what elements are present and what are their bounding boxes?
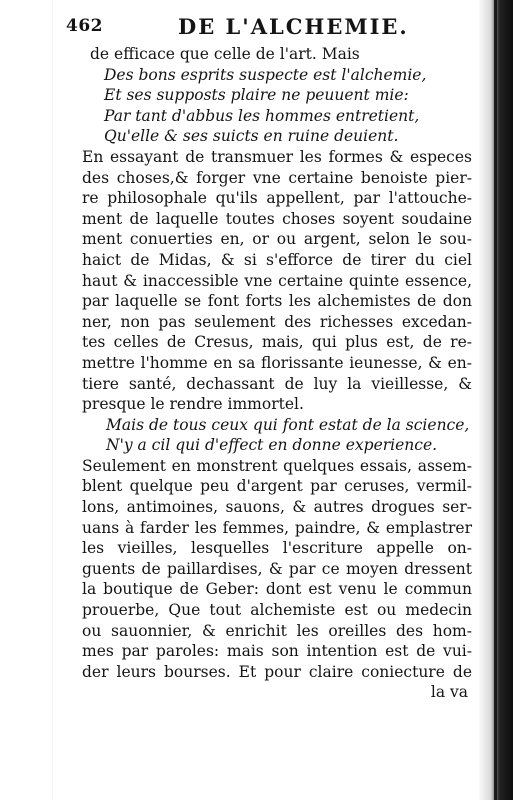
text-line: ou sauonnier, & enrichit les oreilles des hom-: [82, 621, 472, 640]
book-spine-line: [494, 0, 497, 800]
verse-line: Et ses supposts plaire ne peuuent mie:: [104, 86, 409, 105]
text-line: ment de laquelle toutes choses soyent soudaine: [82, 209, 472, 228]
verse-line: Des bons esprits suspecte est l'alchemie,: [104, 65, 427, 84]
page-header: [66, 16, 486, 42]
text-line: guents de paillardises, & par ce moyen dressent: [82, 559, 472, 578]
page-edge: [52, 0, 53, 800]
text-line: mettre l'homme en sa florissante ieunesse, & en-: [82, 353, 472, 372]
page-number: 462: [66, 16, 103, 36]
verse-line: N'y a cil qui d'effect en donne experience.: [106, 436, 438, 455]
text-line: der leurs bourses. Et pour claire coniecture de: [82, 662, 472, 681]
text-line: En essayant de transmuer les formes & especes: [82, 147, 472, 166]
text-line: uans à farder les femmes, paindre, & emplastrer: [82, 518, 472, 537]
verse-line: Par tant d'abbus les hommes entretient,: [104, 106, 420, 125]
text-line: tes celles de Cresus, mais, qui plus est, de re-: [82, 333, 472, 352]
text-line: haict de Midas, & si s'efforce de tirer du ciel: [82, 250, 472, 269]
verse-line: Qu'elle & ses suicts en ruine deuient.: [104, 127, 399, 146]
text-line: blent quelque peu d'argent par ceruses, vermil-: [82, 477, 472, 496]
text-line: lons, antimoines, sauons, & autres drogues ser-: [82, 498, 472, 517]
body-text: [82, 44, 472, 703]
text-line: presque le rendre immortel.: [82, 395, 304, 414]
text-line: prouerbe, Que tout alchemiste est ou medecin: [82, 601, 472, 620]
verse-line: Mais de tous ceux qui font estat de la science,: [106, 415, 470, 434]
text-line: ner, non pas seulement des richesses excedan-: [82, 312, 472, 331]
text-line: par laquelle se font forts les alchemistes de don: [82, 292, 472, 311]
text-line: les vieilles, lesquelles l'escriture appelle on-: [82, 539, 472, 558]
text-line: des choses,& forger vne certaine benoiste pier-: [82, 168, 472, 187]
running-title: DE L'ALCHEMIE.: [178, 14, 409, 39]
text-line: de efficace que celle de l'art. Mais: [90, 45, 360, 63]
text-line: haut & inaccessible vne certaine quinte essence,: [82, 271, 472, 290]
text-line: ment conuerties en, or ou argent, selon le sou-: [82, 230, 472, 249]
text-line: tiere santé, dechassant de luy la vieillesse, &: [82, 374, 472, 393]
text-line: re philosophale qu'ils appellent, par l'attouche-: [82, 189, 472, 208]
text-line: mes par paroles: mais son intention est de vui-: [82, 642, 472, 661]
text-line: la boutique de Geber: dont est venu le commun: [82, 580, 472, 599]
text-line: Seulement en monstrent quelques essais, assem-: [82, 456, 472, 475]
catchword: la va: [430, 683, 468, 702]
